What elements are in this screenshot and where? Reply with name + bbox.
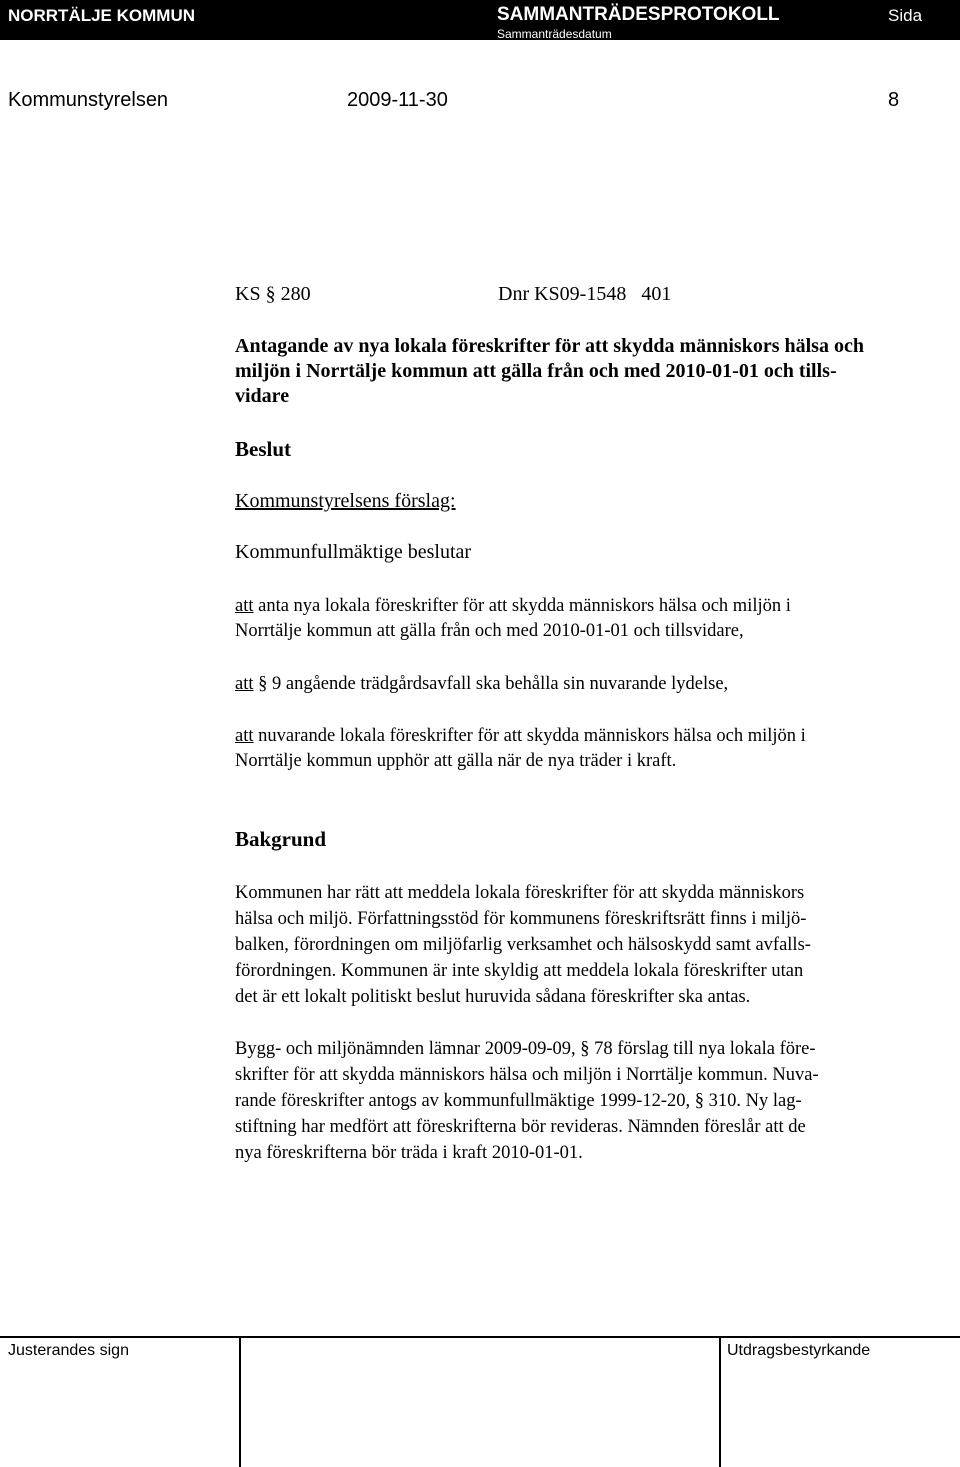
att-keyword: att [235, 596, 254, 616]
paragraph-line: det är ett lokalt politiskt beslut huruvida sådana föreskrifter ska antas. [235, 987, 751, 1007]
decision-clause-line [235, 672, 957, 697]
decision-clause [235, 724, 957, 774]
document-header [0, 0, 960, 40]
clause-text: nuvarande lokala föreskrifter för att skydda människors hälsa och miljön i [253, 726, 806, 746]
page-label: Sida [888, 6, 923, 25]
footer-signature-box-divider [239, 1336, 241, 1467]
certification-label: Utdragsbestyrkande [727, 1342, 871, 1359]
municipality-name: NORRTÄLJE KOMMUN [8, 6, 195, 25]
background-heading: Bakgrund [235, 827, 327, 851]
case-registration-number: Dnr KS09-1548 401 [498, 283, 672, 305]
att-keyword: att [235, 726, 254, 746]
footer-certification-divider [719, 1336, 721, 1467]
paragraph-line: nya föreskrifterna bör träda i kraft 2010-01-01. [235, 1143, 583, 1163]
page-number: 8 [888, 89, 900, 111]
background-paragraph [235, 880, 957, 1010]
meeting-date-label: Sammanträdesdatum [497, 27, 612, 41]
case-title-line: miljön i Norrtälje kommun att gälla från och med 2010-01-01 och tills- [235, 360, 837, 382]
paragraph-line: hälsa och miljö. Författningsstöd för kommunens föreskriftsrätt finns i miljö- [235, 909, 807, 929]
clause-text: anta nya lokala föreskrifter för att skydda människors hälsa och miljön i [253, 596, 791, 616]
paragraph-line: rande föreskrifter antogs av kommunfullmäktige 1999-12-20, § 310. Ny lag- [235, 1091, 802, 1111]
council-decides-heading: Kommunfullmäktige beslutar [235, 541, 472, 563]
paragraph-line: Kommunen har rätt att meddela lokala föreskrifter för att skydda människors [235, 883, 805, 903]
initials-label: Justerandes sign [8, 1342, 129, 1359]
case-title [235, 334, 955, 409]
decision-clause [235, 594, 957, 644]
committee-name: Kommunstyrelsen [8, 89, 169, 111]
decision-clause-line [235, 724, 957, 749]
footer-divider [0, 1336, 960, 1338]
background-paragraph [235, 1036, 957, 1166]
clause-text: § 9 angående trädgårdsavfall ska behålla sin nuvarande lydelse, [253, 674, 729, 694]
decision-clause [235, 672, 957, 697]
paragraph-line: stiftning har medfört att föreskrifterna bör revideras. Nämnden föreslår att de [235, 1117, 806, 1137]
decision-clause-line: Norrtälje kommun upphör att gälla när de nya träder i kraft. [235, 751, 677, 771]
board-proposal-heading: Kommunstyrelsens förslag: [235, 490, 456, 512]
decision-clause-line [235, 594, 957, 619]
paragraph-line: Bygg- och miljönämnden lämnar 2009-09-09, § 78 förslag till nya lokala före- [235, 1039, 816, 1059]
decision-heading: Beslut [235, 437, 292, 461]
att-keyword: att [235, 674, 254, 694]
paragraph-line: förordningen. Kommunen är inte skyldig att meddela lokala föreskrifter utan [235, 961, 804, 981]
case-paragraph-number: KS § 280 [235, 283, 311, 305]
case-title-line: vidare [235, 385, 290, 407]
document-type-title: SAMMANTRÄDESPROTOKOLL [497, 4, 780, 25]
decision-clause-line: Norrtälje kommun att gälla från och med 2010-01-01 och tillsvidare, [235, 621, 744, 641]
case-title-line: Antagande av nya lokala föreskrifter för att skydda människors hälsa och [235, 335, 864, 357]
paragraph-line: skrifter för att skydda människors hälsa och miljön i Norrtälje kommun. Nuva- [235, 1065, 819, 1085]
paragraph-line: balken, förordningen om miljöfarlig verksamhet och hälsoskydd samt avfalls- [235, 935, 811, 955]
meeting-date: 2009-11-30 [347, 89, 448, 111]
